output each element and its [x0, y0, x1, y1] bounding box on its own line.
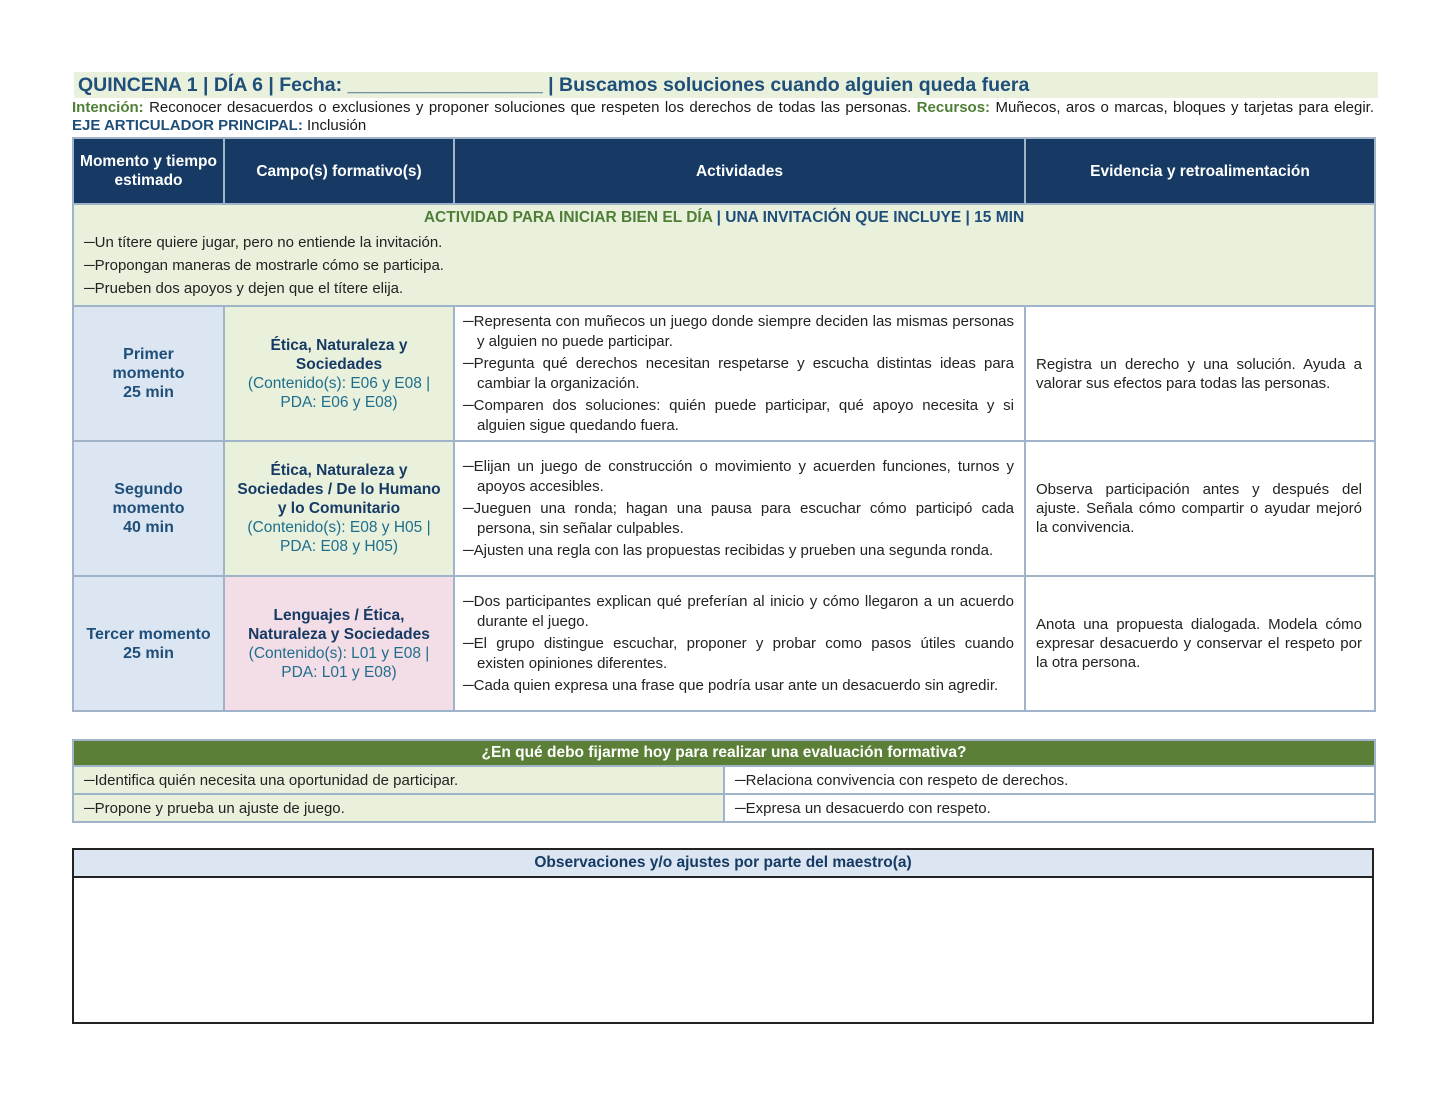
intention-paragraph — [72, 99, 1374, 135]
campo-cell — [224, 576, 454, 711]
warmup-title-green: ACTIVIDAD PARA INICIAR BIEN EL DÍA — [423, 209, 713, 226]
table-header-row — [73, 138, 1375, 204]
evaluation-item: ─Propone y prueba un ajuste de juego. — [73, 794, 724, 822]
header-activities: Actividades — [454, 138, 1025, 204]
campo-content: (Contenido(s): E06 y E08 | PDA: E06 y E08) — [247, 374, 431, 411]
evidence-cell: Observa participación antes y después del ajuste. Señala cómo compartir o ayudar mejoró la convivencia. — [1025, 441, 1375, 576]
moment-label: momento — [112, 500, 185, 517]
evidence-cell: Anota una propuesta dialogada. Modela cómo expresar desacuerdo y conservar el respeto por la otra persona. — [1025, 576, 1375, 711]
activities-table — [72, 137, 1376, 712]
evidence-cell: Registra un derecho y una solución. Ayuda a valorar sus efectos para todas las personas. — [1025, 306, 1375, 441]
campo-content: (Contenido(s): L01 y E08 | PDA: L01 y E08) — [248, 644, 430, 681]
list-item: ─Un títere quiere jugar, pero no entiende la invitación. — [84, 234, 443, 251]
activity-item: ─Dos participantes explican qué preferían al inicio y cómo llegaron a un acuerdo durante el juego. — [463, 592, 1014, 631]
observations-area[interactable] — [74, 878, 1372, 1024]
activity-item: ─Jueguen una ronda; hagan una pausa para escuchar cómo participó cada persona, sin señalar culpables. — [463, 499, 1014, 538]
activities-cell — [454, 576, 1025, 711]
activity-item: ─El grupo distingue escuchar, proponer y probar como pasos útiles cuando existen opiniones diferentes. — [463, 634, 1014, 673]
activities-cell — [454, 306, 1025, 441]
header-moment: Momento y tiempo estimado — [73, 138, 224, 204]
table-row — [73, 576, 1375, 711]
observations-box — [72, 848, 1374, 1024]
campo-cell — [224, 441, 454, 576]
list-item: ─Prueben dos apoyos y dejen que el títere elija. — [84, 280, 404, 297]
moment-time: 40 min — [123, 519, 174, 536]
activity-item: ─Pregunta qué derechos necesitan respetarse y escucha distintas ideas para cambiar la organización. — [463, 354, 1014, 392]
resources-label: Recursos: — [916, 99, 991, 116]
campo-name: Ética, Naturaleza y Sociedades — [270, 336, 408, 373]
evaluation-item: ─Relaciona convivencia con respeto de derechos. — [724, 766, 1375, 794]
axis-text: Inclusión — [307, 117, 367, 134]
warmup-title — [74, 205, 1374, 227]
table-row — [73, 306, 1375, 441]
page-title: QUINCENA 1 | DÍA 6 | Fecha: __________________ | Buscamos soluciones cuando alguien queda fuera — [74, 72, 1378, 98]
moment-time: 25 min — [123, 384, 174, 401]
observations-title: Observaciones y/o ajustes por parte del maestro(a) — [74, 850, 1372, 878]
moment-time: 25 min — [123, 644, 174, 662]
campo-cell — [224, 306, 454, 441]
moment-cell — [73, 306, 224, 441]
moment-cell — [73, 576, 224, 711]
moment-label: Primer — [123, 346, 174, 363]
intention-text: Reconocer desacuerdos o exclusiones y proponer soluciones que respeten los derechos de todas las personas. — [149, 99, 912, 116]
moment-label: momento — [112, 365, 185, 382]
moment-label: Tercer momento — [86, 625, 211, 643]
header-campo: Campo(s) formativo(s) — [224, 138, 454, 204]
warmup-row — [73, 204, 1375, 306]
activity-item: ─Cada quien expresa una frase que podría usar ante un desacuerdo sin agredir. — [463, 676, 999, 694]
activity-item: ─Elijan un juego de construcción o movimiento y acuerden funciones, turnos y apoyos accesibles. — [463, 457, 1014, 496]
activity-item: ─Comparen dos soluciones: quién puede participar, qué apoyo necesita y si alguien sigue quedando fuera. — [463, 396, 1014, 434]
evaluation-item: ─Identifica quién necesita una oportunidad de participar. — [73, 766, 724, 794]
table-row — [73, 441, 1375, 576]
warmup-list — [74, 227, 1374, 304]
evaluation-title: ¿En qué debo fijarme hoy para realizar una evaluación formativa? — [73, 740, 1375, 766]
campo-content: (Contenido(s): E08 y H05 | PDA: E08 y H05) — [247, 519, 431, 555]
activities-cell — [454, 441, 1025, 576]
lesson-plan-page — [72, 72, 1374, 1024]
activity-item: ─Representa con muñecos un juego donde siempre deciden las mismas personas y alguien no puede participar. — [463, 312, 1014, 350]
list-item: ─Propongan maneras de mostrarle cómo se participa. — [84, 257, 444, 274]
moment-cell — [73, 441, 224, 576]
campo-name: Lenguajes / Ética, Naturaleza y Sociedades — [248, 606, 430, 643]
intention-label: Intención: — [72, 99, 144, 116]
formative-evaluation-table — [72, 739, 1376, 823]
axis-label: EJE ARTICULADOR PRINCIPAL: — [72, 117, 303, 134]
header-evidence: Evidencia y retroalimentación — [1025, 138, 1375, 204]
warmup-title-blue: | UNA INVITACIÓN QUE INCLUYE | 15 MIN — [712, 209, 1025, 226]
moment-label: Segundo — [114, 481, 183, 498]
evaluation-item: ─Expresa un desacuerdo con respeto. — [724, 794, 1375, 822]
resources-text: Muñecos, aros o marcas, bloques y tarjetas para elegir. — [995, 99, 1374, 116]
activity-item: ─Ajusten una regla con las propuestas recibidas y prueben una segunda ronda. — [463, 541, 994, 559]
campo-name: Ética, Naturaleza y Sociedades / De lo Humano y lo Comunitario — [237, 462, 441, 517]
